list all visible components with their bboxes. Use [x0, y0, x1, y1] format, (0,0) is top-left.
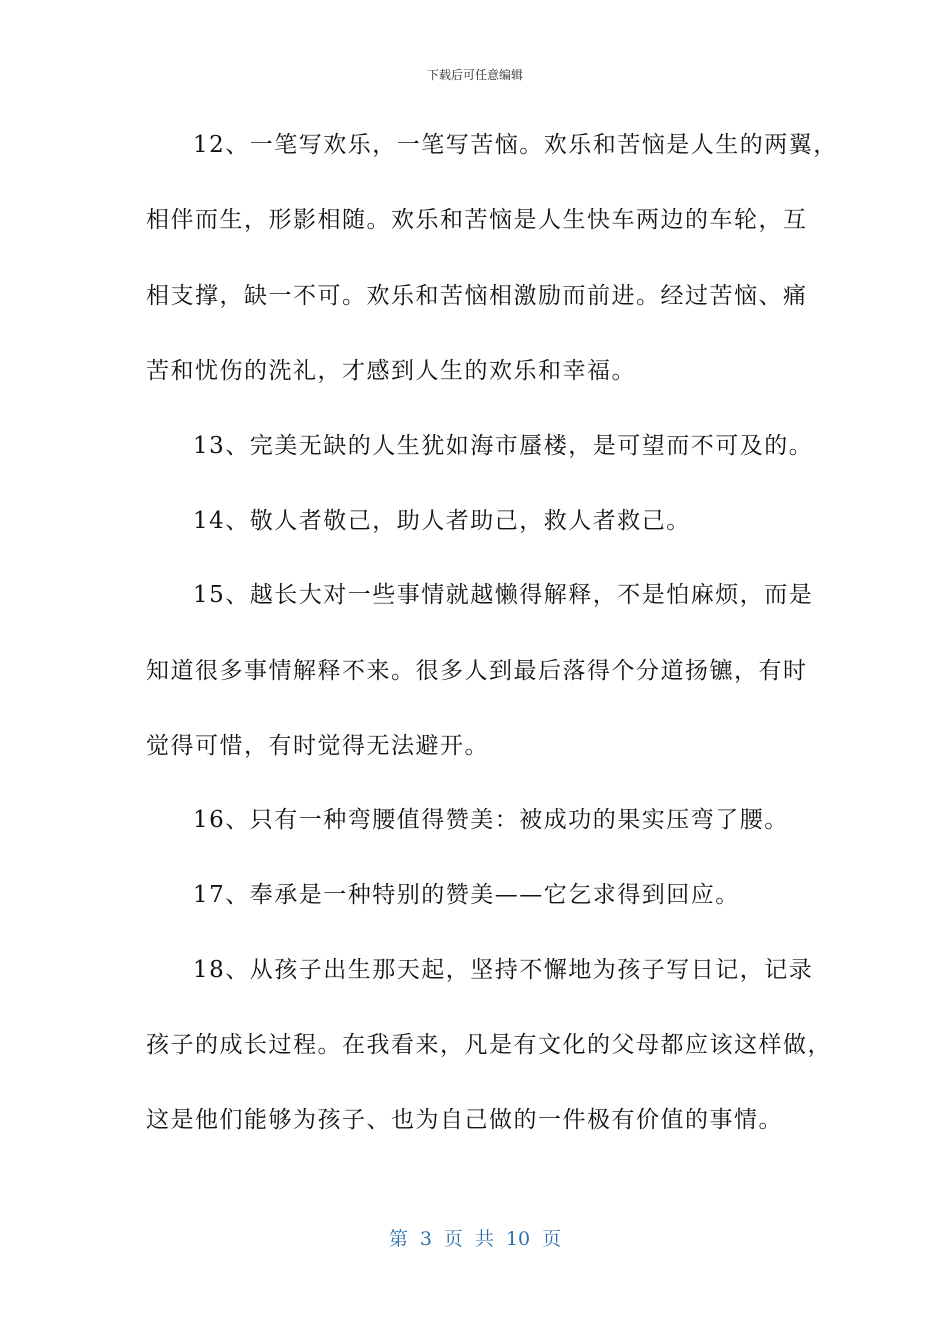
body-line: 知道很多事情解释不来。很多人到最后落得个分道扬镳，有时	[146, 658, 808, 684]
total-page-number: 10	[505, 1228, 531, 1250]
footer-mid: 页 共	[443, 1228, 494, 1250]
page-number-footer	[0, 1226, 950, 1252]
body-line: 孩子的成长过程。在我看来，凡是有文化的父母都应该这样做，	[146, 1032, 832, 1058]
body-line: 苦和忧伤的洗礼，才感到人生的欢乐和幸福。	[146, 358, 636, 384]
body-line: 17、奉承是一种特别的赞美——它乞求得到回应。	[193, 882, 740, 908]
body-line: 15、越长大对一些事情就越懒得解释，不是怕麻烦，而是	[193, 582, 814, 608]
body-line: 13、完美无缺的人生犹如海市蜃楼，是可望而不可及的。	[193, 433, 814, 459]
body-line: 18、从孩子出生那天起，坚持不懈地为孩子写日记，记录	[193, 957, 814, 983]
body-line: 相支撑，缺一不可。欢乐和苦恼相激励而前进。经过苦恼、痛	[146, 283, 808, 309]
body-line: 这是他们能够为孩子、也为自己做的一件极有价值的事情。	[146, 1107, 783, 1133]
body-line: 16、只有一种弯腰值得赞美：被成功的果实压弯了腰。	[193, 807, 789, 833]
body-line: 觉得可惜，有时觉得无法避开。	[146, 733, 489, 759]
footer-prefix: 第	[388, 1228, 408, 1250]
footer-suffix: 页	[542, 1228, 562, 1250]
body-line: 相伴而生，形影相随。欢乐和苦恼是人生快车两边的车轮，互	[146, 207, 808, 233]
body-line: 12、一笔写欢乐，一笔写苦恼。欢乐和苦恼是人生的两翼，	[193, 132, 838, 158]
current-page-number: 3	[419, 1228, 432, 1250]
body-line: 14、敬人者敬己，助人者助己，救人者救己。	[193, 508, 691, 534]
header-note: 下载后可任意编辑	[426, 68, 523, 82]
